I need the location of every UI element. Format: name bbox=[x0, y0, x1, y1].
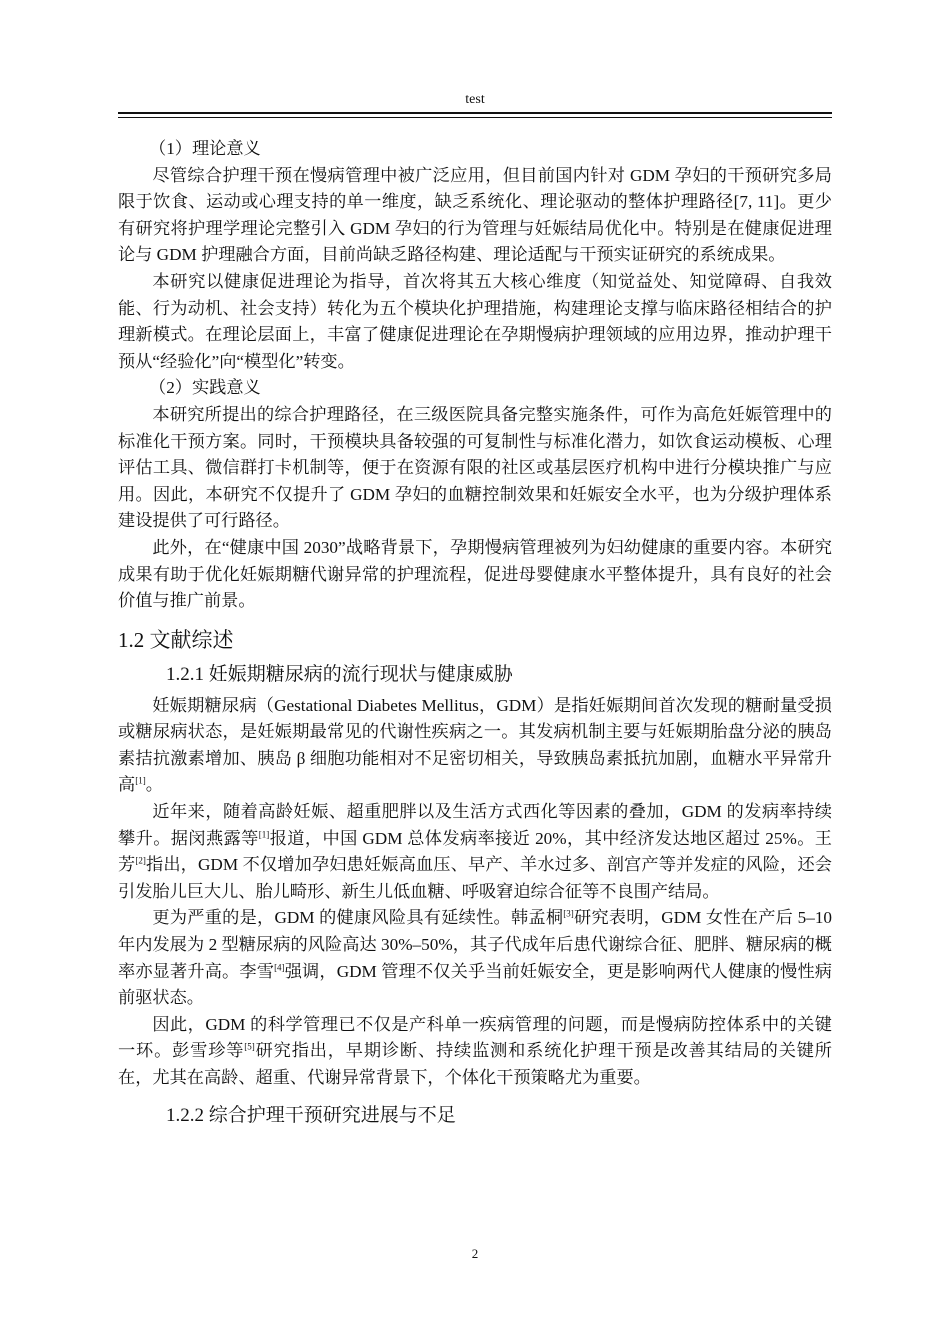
lit-1-text-a: 妊娠期糖尿病（Gestational Diabetes Mellitus，GDM）是指妊娠期间首次发现的糖耐量受损或糖尿病状态，是妊娠期最常见的代谢性疾病之一。其发病机制主要与妊娠期胎盘分泌的胰岛素拮抗激素增加、胰岛 β 细胞功能相对不足密切相关，导致胰岛素抵抗加剧，血糖水平异常升高 bbox=[118, 695, 832, 795]
lit-2-text-b: 报道，中国 GDM 总体发病率接近 20%，其中经济发达地区超过 25%。王芳 bbox=[118, 828, 832, 875]
subheading-theory: （1）理论意义 bbox=[149, 139, 261, 158]
section-heading-1-2-1: 1.2.1 妊娠期糖尿病的流行现状与健康威胁 bbox=[166, 663, 513, 685]
lit-2-text-c: 指出，GDM 不仅增加孕妇患妊娠高血压、早产、羊水过多、剖宫产等并发症的风险，还会引发胎儿巨大儿、胎儿畸形、新生儿低血糖、呼吸窘迫综合征等不良围产结局。 bbox=[118, 855, 832, 901]
paragraph-lit-2 bbox=[118, 799, 832, 905]
header-rule-thick bbox=[118, 112, 832, 114]
paragraph-theory-2: 本研究以健康促进理论为指导，首次将其五大核心维度（知觉益处、知觉障碍、自我效能、行为动机、社会支持）转化为五个模块化护理措施，构建理论支撑与临床路径相结合的护理新模式。在理论层面上，丰富了健康促进理论在孕期慢病护理领域的应用边界，推动护理干预从“经验化”向“模型化”转变。 bbox=[118, 271, 832, 371]
lit-1-text-b: 。 bbox=[145, 775, 163, 795]
paragraph-practice-1: 本研究所提出的综合护理路径，在三级医院具备完整实施条件，可作为高危妊娠管理中的标准化干预方案。同时，干预模块具备较强的可复制性与标准化潜力，如饮食运动模板、心理评估工具、微信群打卡机制等，便于在资源有限的社区或基层医疗机构中进行分模块推广与应用。因此，本研究不仅提升了 GDM 孕妇的血糖控制效果和妊娠安全水平，也为分级护理体系建设提供了可行路径。 bbox=[118, 404, 832, 531]
subheading-practice: （2）实践意义 bbox=[149, 378, 261, 398]
section-heading-1-2: 1.2 文献综述 bbox=[118, 627, 234, 652]
citation-ref: [1] bbox=[258, 828, 270, 839]
citation-ref: [3] bbox=[563, 908, 574, 919]
paragraph-lit-4 bbox=[118, 1012, 832, 1092]
paragraph-lit-1 bbox=[118, 693, 832, 799]
header-rule-thin bbox=[118, 117, 832, 118]
citation-ref: [2] bbox=[135, 855, 146, 866]
lit-3-text-c: 强调，GDM 管理不仅关乎当前妊娠安全，更是影响两代人健康的慢性病前驱状态。 bbox=[118, 961, 832, 1008]
page-number: 2 bbox=[471, 1246, 479, 1261]
lit-3-text-a: 更为严重的是，GDM 的健康风险具有延续性。韩孟桐 bbox=[152, 908, 564, 928]
citation-ref: [5] bbox=[244, 1041, 255, 1052]
body-text bbox=[118, 136, 832, 1134]
citation-ref: [1] bbox=[135, 775, 146, 786]
citation-ref: [4] bbox=[274, 961, 285, 972]
section-heading-1-2-2: 1.2.2 综合护理干预研究进展与不足 bbox=[166, 1104, 456, 1126]
paragraph-lit-3 bbox=[118, 905, 832, 1011]
paragraph-theory-1: 尽管综合护理干预在慢病管理中被广泛应用，但目前国内针对 GDM 孕妇的干预研究多局限于饮食、运动或心理支持的单一维度，缺乏系统化、理论驱动的整体护理路径[7, 11]。更少有研究将护理学理论完整引入 GDM 孕妇的行为管理与妊娠结局优化中。特别是在健康促进理论与 GDM 护理融合方面，目前尚缺乏路径构建、理论适配与干预实证研究的系统成果。 bbox=[118, 165, 832, 265]
running-header: test bbox=[465, 92, 485, 107]
lit-3-text-b: 研究表明，GDM 女性在产后 5–10 年内发展为 2 型糖尿病的风险高达 30%–50%，其子代成年后患代谢综合征、肥胖、糖尿病的概率亦显著升高。李雪 bbox=[118, 908, 833, 981]
lit-4-text-b: 研究指出，早期诊断、持续监测和系统化护理干预是改善其结局的关键所在，尤其在高龄、超重、代谢异常背景下，个体化干预策略尤为重要。 bbox=[118, 1041, 832, 1087]
lit-4-text-a: 因此，GDM 的科学管理已不仅是产科单一疾病管理的问题，而是慢病防控体系中的关键一环。彭雪珍等 bbox=[118, 1014, 832, 1061]
paragraph-practice-2: 此外，在“健康中国 2030”战略背景下，孕期慢病管理被列为妇幼健康的重要内容。本研究成果有助于优化妊娠期糖代谢异常的护理流程，促进母婴健康水平整体提升，具有良好的社会价值与推广前景。 bbox=[118, 537, 832, 611]
lit-2-text-a: 近年来，随着高龄妊娠、超重肥胖以及生活方式西化等因素的叠加，GDM 的发病率持续攀升。据闵燕露等 bbox=[118, 802, 832, 848]
